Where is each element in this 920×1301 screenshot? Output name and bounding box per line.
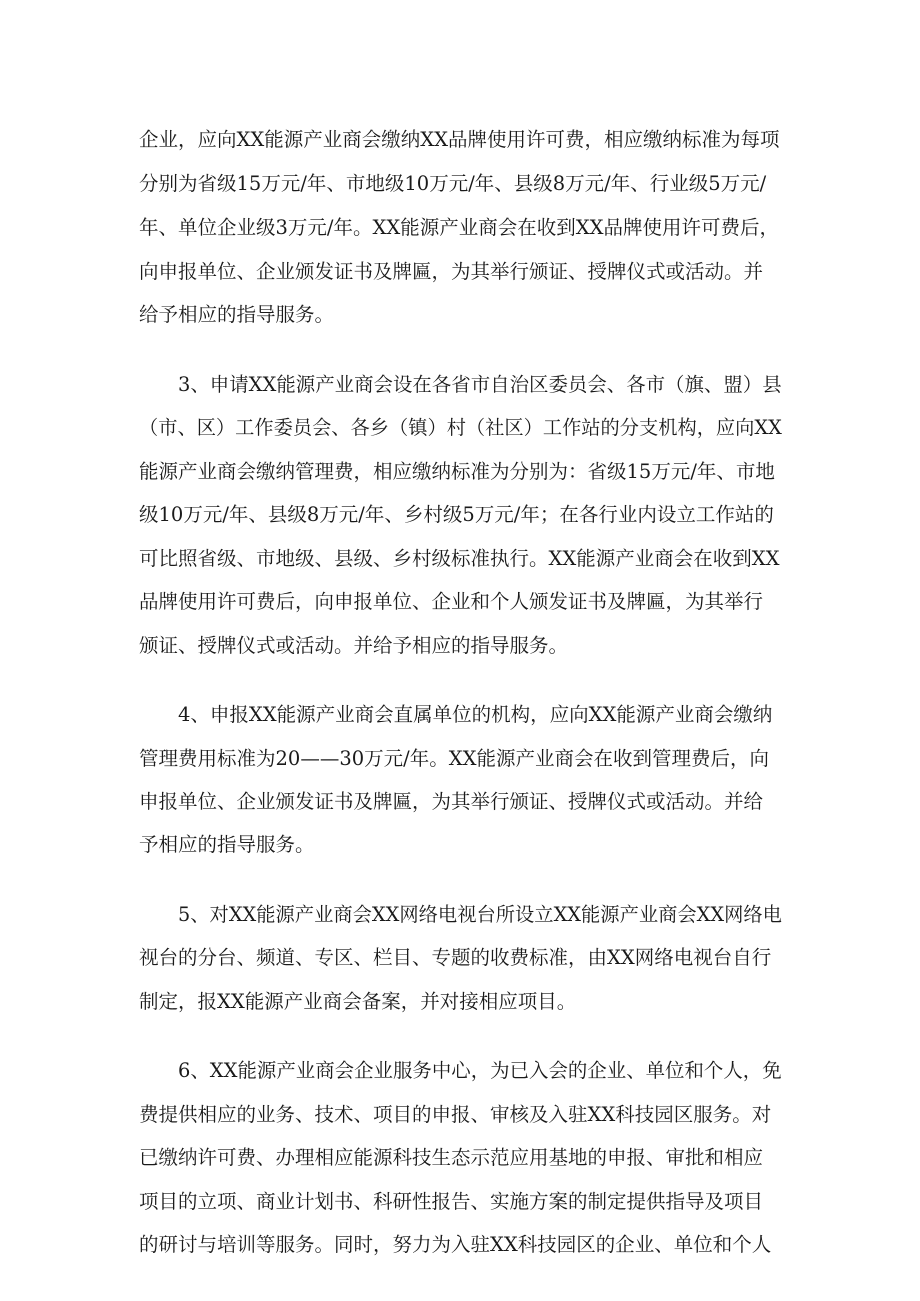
text-line-3: 年、单位企业级3万元/年。XX能源产业商会在收到XX品牌使用许可费后， <box>139 216 780 239</box>
text-line-15: 申报单位、企业颁发证书及牌匾，为其举行颁证、授牌仪式或活动。并给 <box>139 790 764 813</box>
text-line-10: 可比照省级、市地级、县级、乡村级标准执行。XX能源产业商会在收到XX <box>139 547 780 570</box>
text-line-5: 给予相应的指导服务。 <box>139 303 335 326</box>
text-line-9: 级10万元/年、县级8万元/年、乡村级5万元/年；在各行业内设立工作站的 <box>139 503 774 526</box>
text-line-6: 3、申请XX能源产业商会设在各省市自治区委员会、各市（旗、盟）县 <box>178 373 782 396</box>
text-line-22: 已缴纳许可费、办理相应能源科技生态示范应用基地的申报、审批和相应 <box>139 1146 764 1169</box>
text-line-20: 6、XX能源产业商会企业服务中心，为已入会的企业、单位和个人，免 <box>178 1059 782 1082</box>
text-line-18: 视台的分台、频道、专区、栏目、专题的收费标准，由XX网络电视台自行 <box>139 946 772 969</box>
text-line-14: 管理费用标准为20——30万元/年。XX能源产业商会在收到管理费后，向 <box>139 747 769 770</box>
text-line-4: 向申报单位、企业颁发证书及牌匾，为其举行颁证、授牌仪式或活动。并 <box>139 260 764 283</box>
text-line-2: 分别为省级15万元/年、市地级10万元/年、县级8万元/年、行业级5万元/ <box>139 172 767 195</box>
text-line-11: 品牌使用许可费后，向申报单位、企业和个人颁发证书及牌匾，为其举行 <box>139 590 764 613</box>
text-line-17: 5、对XX能源产业商会XX网络电视台所设立XX能源产业商会XX网络电 <box>178 903 782 926</box>
text-line-23: 项目的立项、商业计划书、科研性报告、实施方案的制定提供指导及项目 <box>139 1190 764 1213</box>
text-line-13: 4、申报XX能源产业商会直属单位的机构，应向XX能源产业商会缴纳 <box>178 703 773 726</box>
text-line-12: 颁证、授牌仪式或活动。并给予相应的指导服务。 <box>139 634 569 657</box>
text-line-8: 能源产业商会缴纳管理费，相应缴纳标准为分别为：省级15万元/年、市地 <box>139 460 775 483</box>
text-line-21: 费提供相应的业务、技术、项目的申报、审核及入驻XX科技园区服务。对 <box>139 1103 772 1126</box>
text-line-24: 的研讨与培训等服务。同时，努力为入驻XX科技园区的企业、单位和个人 <box>139 1233 772 1256</box>
text-line-1: 企业，应向XX能源产业商会缴纳XX品牌使用许可费，相应缴纳标准为每项 <box>139 128 780 151</box>
text-line-16: 予相应的指导服务。 <box>139 833 315 856</box>
text-line-7: （市、区）工作委员会、各乡（镇）村（社区）工作站的分支机构，应向XX <box>139 416 782 439</box>
text-line-19: 制定，报XX能源产业商会备案，并对接相应项目。 <box>139 990 577 1013</box>
